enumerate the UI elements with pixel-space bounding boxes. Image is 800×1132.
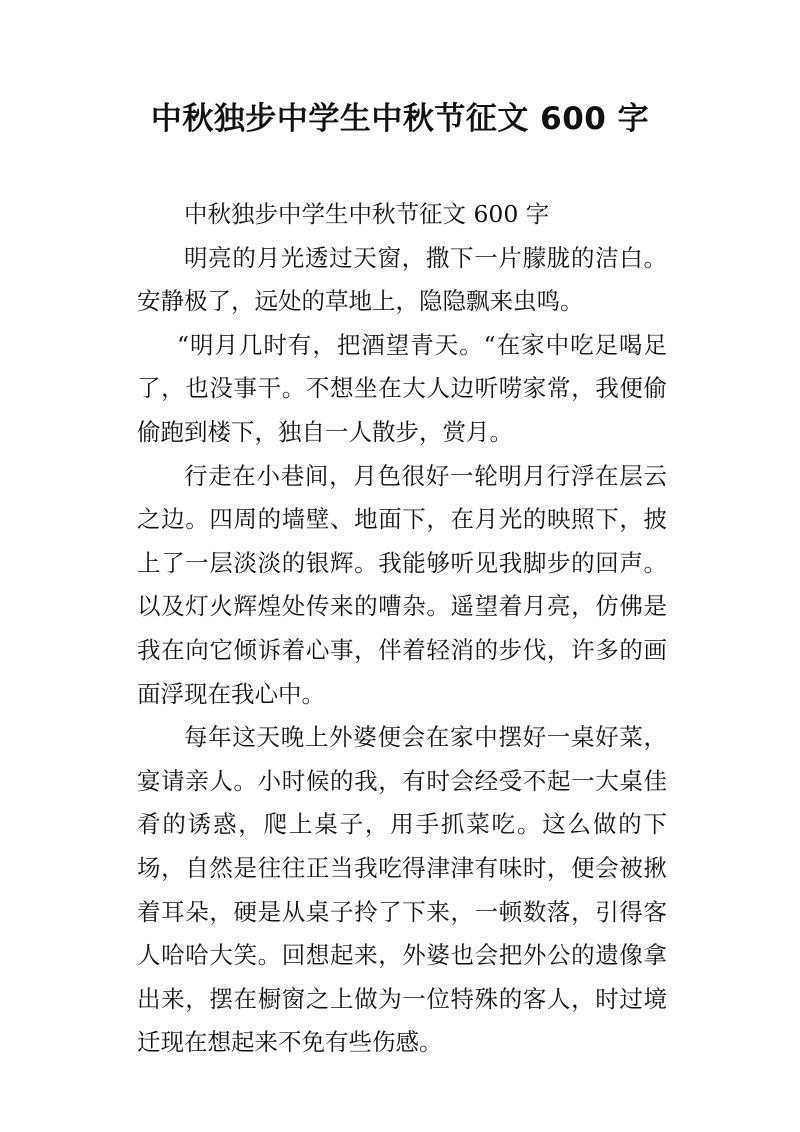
paragraph-poem: “明月几时有，把酒望青天。“在家中吃足喝足了，也没事干。不想坐在大人边听唠家常，我便偷偷跑到楼下，独自一人散步，赏月。 bbox=[137, 330, 667, 446]
paragraph-grandma-memory: 每年这天晚上外婆便会在家中摆好一桌好菜，宴请亲人。小时候的我，有时会经受不起一大桌佳肴的诱惑，爬上桌子，用手抓菜吃。这么做的下场，自然是往往正当我吃得津津有味时，便会被揪着耳朵，硬是从桌子拎了下来，一顿数落，引得客人哈哈大笑。回想起来，外婆也会把外公的遗像拿出来，摆在橱窗之上做为一位特殊的客人，时过境迁现在想起来不免有些伤感。 bbox=[137, 723, 667, 1057]
paragraph-moonlight: 明亮的月光透过天窗，撒下一片朦胧的洁白。安静极了，远处的草地上，隐隐飘来虫鸣。 bbox=[137, 243, 667, 316]
paragraph-subtitle: 中秋独步中学生中秋节征文 600 字 bbox=[184, 200, 550, 228]
paragraph-alley-walk: 行走在小巷间，月色很好一轮明月行浮在层云之边。四周的墙壁、地面下，在月光的映照下，披上了一层淡淡的银辉。我能够听见我脚步的回声。以及灯火辉煌处传来的嘈杂。遥望着月亮，仿佛是我在向它倾诉着心事，伴着轻消的步伐，许多的画面浮现在我心中。 bbox=[137, 461, 667, 708]
document-body bbox=[137, 193, 667, 1065]
document-title: 中秋独步中学生中秋节征文 600 字 bbox=[150, 101, 650, 137]
